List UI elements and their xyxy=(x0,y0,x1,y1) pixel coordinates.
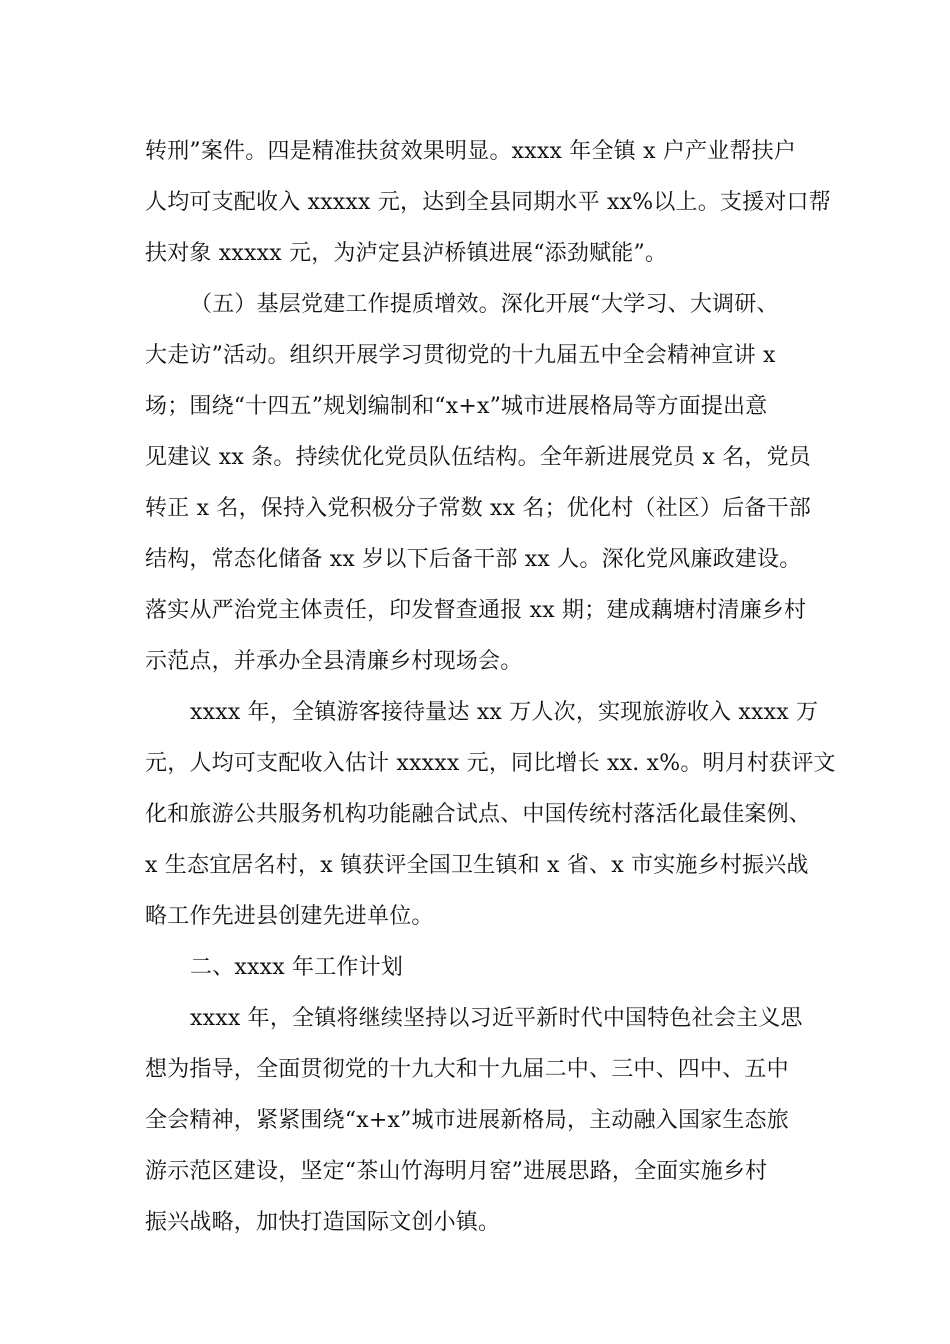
text-line: 人均可支配收入 xxxxx 元，达到全县同期水平 xx%以上。支援对口帮 xyxy=(145,190,831,215)
section-heading-work-plan xyxy=(145,942,835,993)
paragraph-work-plan xyxy=(145,993,835,1248)
text-line: 元，人均可支配收入估计 xxxxx 元，同比增长 xx. x%。明月村获评文 xyxy=(145,751,836,776)
document-body xyxy=(145,126,835,1248)
text-line: 化和旅游公共服务机构功能融合试点、中国传统村落活化最佳案例、 xyxy=(145,802,812,827)
text-line: 全会精神，紧紧围绕“x+x”城市进展新格局，主动融入国家生态旅 xyxy=(145,1108,789,1133)
paragraph-tourism-results xyxy=(145,687,835,942)
text-line: 场；围绕“十四五”规划编制和“x+x”城市进展格局等方面提出意 xyxy=(145,394,768,419)
section-heading: 二、xxxx 年工作计划 xyxy=(190,955,404,980)
text-line: 振兴战略，加快打造国际文创小镇。 xyxy=(145,1210,501,1235)
text-line: 见建议 xx 条。持续优化党员队伍结构。全年新进展党员 x 名，党员 xyxy=(145,445,811,470)
text-line: 大走访”活动。组织开展学习贯彻党的十九届五中全会精神宣讲 x xyxy=(145,343,776,368)
text-line: 转刑”案件。四是精准扶贫效果明显。xxxx 年全镇 x 户产业帮扶户 xyxy=(145,139,797,164)
text-line: 想为指导，全面贯彻党的十九大和十九届二中、三中、四中、五中 xyxy=(145,1057,789,1082)
text-line: （五）基层党建工作提质增效。深化开展“大学习、大调研、 xyxy=(190,292,779,317)
text-line: 结构，常态化储备 xx 岁以下后备干部 xx 人。深化党风廉政建设。 xyxy=(145,547,802,572)
text-line: xxxx 年，全镇将继续坚持以习近平新时代中国特色社会主义思 xyxy=(190,1006,803,1031)
text-line: 略工作先进县创建先进单位。 xyxy=(145,904,434,929)
text-line: x 生态宜居名村，x 镇获评全国卫生镇和 x 省、x 市实施乡村振兴战 xyxy=(145,853,809,878)
text-line: 游示范区建设，坚定“茶山竹海明月窑”进展思路，全面实施乡村 xyxy=(145,1159,768,1184)
text-line: 示范点，并承办全县清廉乡村现场会。 xyxy=(145,649,523,674)
text-line: xxxx 年，全镇游客接待量达 xx 万人次，实现旅游收入 xxxx 万 xyxy=(190,700,819,725)
text-line: 落实从严治党主体责任，印发督查通报 xx 期；建成藕塘村清廉乡村 xyxy=(145,598,807,623)
paragraph-party-building xyxy=(145,279,835,687)
paragraph-poverty-alleviation xyxy=(145,126,835,279)
text-line: 扶对象 xxxxx 元，为泸定县泸桥镇进展“添劲赋能”。 xyxy=(145,241,668,266)
text-line: 转正 x 名，保持入党积极分子常数 xx 名；优化村（社区）后备干部 xyxy=(145,496,811,521)
